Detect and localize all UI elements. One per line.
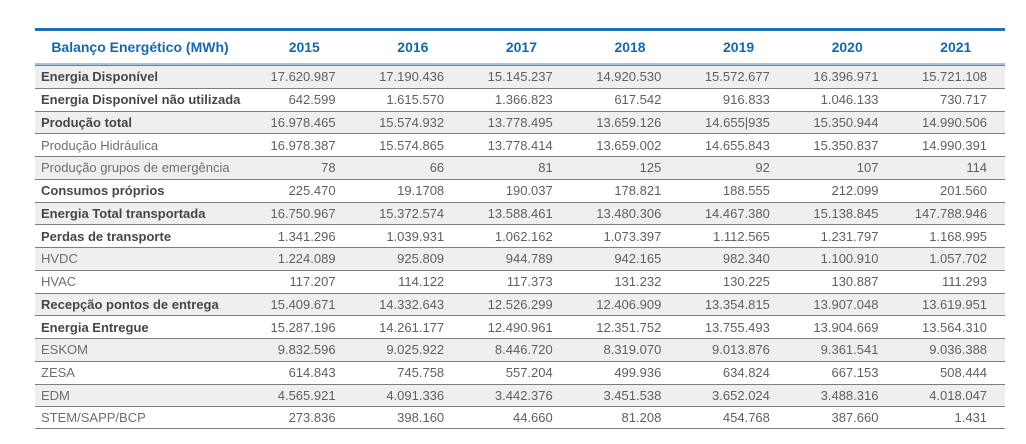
cell-value: 3.451.538: [603, 387, 662, 403]
row-label: Energia Disponível não utilizada: [41, 92, 241, 108]
table-row: [35, 270, 1005, 293]
cell-value: 14.990.506: [921, 114, 988, 130]
cell-value: 8.446.720: [494, 342, 553, 358]
cell-value: 13.755.493: [704, 319, 770, 335]
cell-value: 81: [538, 160, 553, 176]
cell-value: 730.717: [940, 92, 988, 108]
cell-value: 1.057.702: [929, 251, 988, 267]
table-row: [35, 293, 1005, 316]
row-label: ESKOM: [41, 342, 88, 358]
table-row: [35, 315, 1005, 338]
cell-value: 15.350.944: [813, 114, 879, 130]
row-label: Produção Hidráulica: [41, 137, 159, 153]
cell-value: 114.122: [398, 274, 445, 290]
cell-value: 14.332.643: [379, 296, 445, 312]
cell-value: 111.293: [941, 274, 988, 290]
cell-value: 3.652.024: [712, 387, 770, 403]
table-row: [35, 202, 1005, 225]
row-label: Energia Total transportada: [41, 205, 206, 221]
cell-value: 13.480.306: [596, 205, 662, 221]
cell-value: 1.112.565: [713, 228, 770, 244]
cell-value: 982.340: [722, 251, 770, 267]
cell-value: 13.619.951: [921, 296, 988, 312]
cell-value: 131.232: [614, 274, 662, 290]
cell-value: 667.153: [831, 365, 879, 381]
row-label: Recepção pontos de entrega: [41, 296, 219, 312]
cell-value: 14.655|935: [705, 114, 770, 130]
cell-value: 13.778.495: [487, 114, 553, 130]
cell-value: 178.821: [614, 183, 662, 199]
row-label: Energia Disponível: [41, 69, 159, 85]
cell-value: 1.039.931: [386, 228, 445, 244]
cell-value: 387.660: [831, 410, 879, 426]
cell-value: 1.100.910: [820, 251, 879, 267]
table-header-row: [35, 28, 1005, 65]
cell-value: 3.442.376: [494, 387, 553, 403]
cell-value: 745.758: [397, 365, 445, 381]
cell-value: 15.145.237: [487, 69, 553, 85]
cell-value: 9.036.388: [929, 342, 988, 358]
cell-value: 1.224.089: [277, 251, 336, 267]
cell-value: 13.659.002: [596, 137, 662, 153]
cell-value: 15.350.837: [813, 137, 879, 153]
table-row: [35, 133, 1005, 156]
cell-value: 617.542: [614, 92, 662, 108]
cell-value: 13.564.310: [921, 319, 988, 335]
cell-value: 557.204: [505, 365, 553, 381]
cell-value: 12.526.299: [487, 296, 553, 312]
cell-value: 17.620.987: [270, 69, 336, 85]
cell-value: 12.490.961: [487, 319, 553, 335]
cell-value: 942.165: [614, 251, 662, 267]
cell-value: 9.013.876: [712, 342, 770, 358]
cell-value: 1.046.133: [820, 92, 879, 108]
energy-balance-table: [35, 28, 1005, 429]
cell-value: 1.231.797: [820, 228, 879, 244]
cell-value: 44.660: [512, 410, 553, 426]
cell-value: 92: [755, 160, 770, 176]
year-header: 2019: [723, 39, 755, 55]
cell-value: 14.920.530: [596, 69, 662, 85]
cell-value: 66: [429, 160, 445, 176]
cell-value: 190.037: [505, 183, 553, 199]
cell-value: 107: [856, 160, 879, 176]
cell-value: 15.721.108: [921, 69, 988, 85]
cell-value: 944.789: [505, 251, 553, 267]
cell-value: 1.062.162: [494, 228, 553, 244]
table-row: [35, 406, 1005, 429]
cell-value: 614.843: [288, 365, 336, 381]
cell-value: 454.768: [722, 410, 770, 426]
cell-value: 130.225: [722, 274, 770, 290]
table-row: [35, 384, 1005, 407]
cell-value: 15.574.932: [379, 114, 445, 130]
cell-value: 125: [639, 160, 662, 176]
cell-value: 81.208: [621, 410, 662, 426]
cell-value: 16.978.387: [270, 137, 336, 153]
cell-value: 12.406.909: [596, 296, 662, 312]
cell-value: 4.091.336: [386, 387, 445, 403]
table-row: [35, 361, 1005, 384]
cell-value: 16.396.971: [813, 69, 879, 85]
cell-value: 3.488.316: [820, 387, 879, 403]
table-row: [35, 156, 1005, 179]
cell-value: 1.073.397: [603, 228, 662, 244]
cell-value: 17.190.436: [379, 69, 445, 85]
cell-value: 13.588.461: [487, 205, 553, 221]
table-title: Balanço Energético (MWh): [51, 39, 229, 55]
cell-value: 15.287.196: [270, 319, 336, 335]
cell-value: 12.351.752: [596, 319, 662, 335]
table-row: [35, 247, 1005, 270]
table-row: [35, 224, 1005, 247]
cell-value: 398.160: [397, 410, 445, 426]
cell-value: 9.832.596: [277, 342, 336, 358]
cell-value: 9.361.541: [820, 342, 879, 358]
cell-value: 212.099: [831, 183, 879, 199]
cell-value: 14.467.380: [704, 205, 770, 221]
cell-value: 114: [966, 160, 988, 176]
cell-value: 13.659.126: [596, 114, 662, 130]
cell-value: 13.904.669: [813, 319, 879, 335]
year-header: 2018: [614, 39, 646, 55]
table-body: [35, 65, 1005, 429]
cell-value: 4.018.047: [929, 387, 988, 403]
cell-value: 14.261.177: [379, 319, 445, 335]
cell-value: 117.207: [289, 274, 336, 290]
row-label: HVAC: [41, 274, 77, 290]
cell-value: 273.836: [288, 410, 336, 426]
cell-value: 13.778.414: [487, 137, 553, 153]
table-row: [35, 338, 1005, 361]
cell-value: 188.555: [722, 183, 770, 199]
cell-value: 201.560: [940, 183, 988, 199]
cell-value: 78: [321, 160, 336, 176]
year-header: 2015: [288, 39, 320, 55]
cell-value: 8.319.070: [603, 342, 662, 358]
cell-value: 9.025.922: [386, 342, 445, 358]
cell-value: 499.936: [614, 365, 662, 381]
cell-value: 925.809: [397, 251, 445, 267]
cell-value: 13.354.815: [704, 296, 770, 312]
cell-value: 14.990.391: [921, 137, 988, 153]
cell-value: 15.409.671: [270, 296, 336, 312]
row-label: HVDC: [41, 251, 78, 267]
table-row: [35, 88, 1005, 111]
table-row: [35, 111, 1005, 134]
row-label: EDM: [41, 387, 70, 403]
cell-value: 130.887: [831, 274, 879, 290]
row-label: Perdas de transporte: [41, 228, 172, 244]
table-row: [35, 179, 1005, 202]
cell-value: 1.341.296: [277, 228, 336, 244]
cell-value: 508.444: [940, 365, 988, 381]
cell-value: 117.373: [506, 274, 553, 290]
year-header: 2020: [831, 39, 863, 55]
cell-value: 916.833: [722, 92, 770, 108]
year-header: 2016: [397, 39, 429, 55]
table-row: [35, 65, 1005, 88]
year-header: 2021: [940, 39, 972, 55]
cell-value: 14.655.843: [704, 137, 770, 153]
cell-value: 19.1708: [397, 183, 445, 199]
cell-value: 15.574.865: [379, 137, 445, 153]
cell-value: 1.366.823: [494, 92, 553, 108]
row-label: Energia Entregue: [41, 319, 149, 335]
cell-value: 1.615.570: [386, 92, 445, 108]
cell-value: 15.572.677: [704, 69, 770, 85]
cell-value: 13.907.048: [813, 296, 879, 312]
cell-value: 15.372.574: [379, 205, 445, 221]
cell-value: 225.470: [288, 183, 336, 199]
cell-value: 1.431: [954, 410, 988, 426]
cell-value: 634.824: [722, 365, 770, 381]
cell-value: 16.978.465: [270, 114, 336, 130]
cell-value: 4.565.921: [277, 387, 336, 403]
row-label: Consumos próprios: [41, 183, 165, 199]
row-label: Produção total: [41, 114, 133, 130]
cell-value: 642.599: [288, 92, 336, 108]
cell-value: 147.788.946: [914, 205, 988, 221]
row-label: ZESA: [41, 365, 75, 381]
row-label: STEM/SAPP/BCP: [41, 410, 146, 426]
row-label: Produção grupos de emergência: [41, 160, 230, 176]
cell-value: 16.750.967: [270, 205, 336, 221]
cell-value: 15.138.845: [813, 205, 879, 221]
cell-value: 1.168.995: [929, 228, 988, 244]
year-header: 2017: [505, 39, 538, 55]
